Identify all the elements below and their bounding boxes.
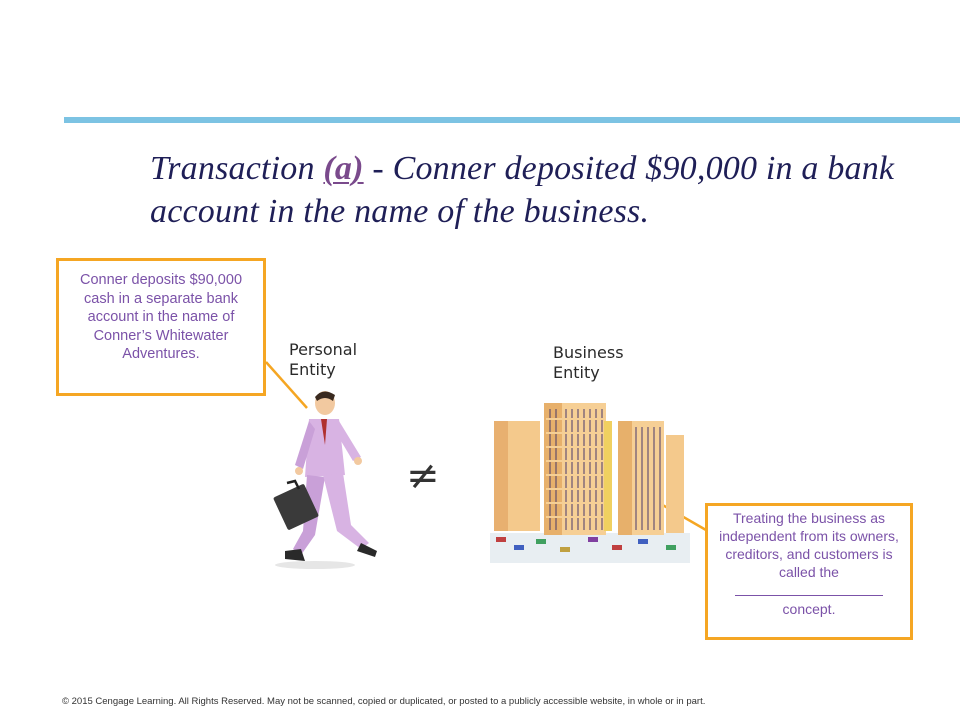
callout-personal-text: Conner deposits $90,000 cash in a separate bank account in the name of Conner’s Whitewater Adventures. <box>79 272 243 362</box>
transaction-letter: (a) <box>323 150 364 187</box>
office-buildings-icon <box>490 385 690 565</box>
business-entity-label: Business Entity <box>553 343 624 382</box>
callout-business-suffix: concept. <box>782 601 836 617</box>
callout-personal <box>56 258 266 396</box>
title-suffix: - Conner deposited $90,000 in a bank account in the name of the business. <box>150 150 895 230</box>
fill-in-blank <box>735 581 883 596</box>
callout-business <box>705 503 913 640</box>
personal-entity-label: Personal Entity <box>289 340 358 379</box>
title-prefix: Transaction <box>150 150 324 187</box>
businessman-icon <box>265 385 385 570</box>
not-equal-icon: ≠ <box>406 453 440 499</box>
callout-business-text: Treating the business as independent from its owners, creditors, and customers is called the <box>719 510 899 580</box>
copyright-footer: © 2015 Cengage Learning. All Rights Reserved. May not be scanned, copied or duplicated, or posted to a publicly accessible website, in whole or in part. <box>62 696 706 707</box>
